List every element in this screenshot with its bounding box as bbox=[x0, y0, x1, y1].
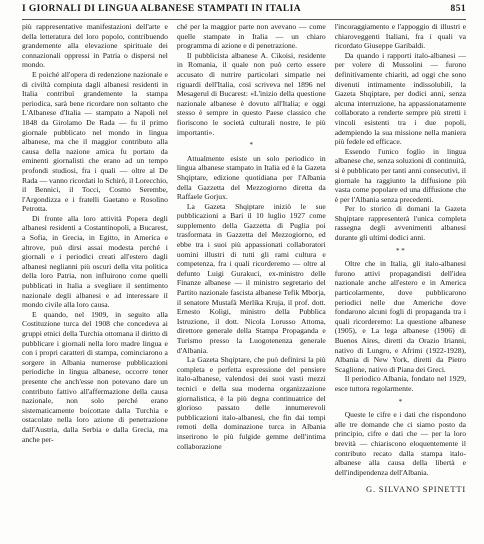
paragraph: Da quando i rapporti italo-albanesi — per volere di Mussolini — furono definitivamente chiariti, ad oggi che sono divenuti intimamente indissolubili, la Gazeta Shqiptare, per dodici anni, senza alcuna interruzione, ha appassionatamente collaborato a renderte sempre più stretti i vincoli esistenti tra i due popoli, adempiendo la sua missione nella maniera più fedele ed efficace. bbox=[334, 50, 466, 147]
paragraph: E poiché all'opera di redenzione nazionale e di civiltà compiuta dagli albanesi residenti in Italia contribuì grandemente la stampa periodica, sarà bene ricordare non soltanto che L'Albanese d'Italia — stampato a Napoli nel 1848 da Girolamo De Rada — fu il primo giornale pubblicato nel mondo in lingua albanese, ma che il maggior contributo alla causa della nazione amica fu portato da eminenti giornalisti che erano ad un tempo profondi studiosi, fra i quali — oltre al De Rada — vanno ricordati lo Schirò, il Lorecchio, il Bennici, il Tocci, Cosmo Serembe, l'Argondizza e i fratelli Gaetano e Rosolino Petrotta. bbox=[22, 69, 168, 214]
article-columns bbox=[22, 22, 466, 540]
section-separator: * bbox=[398, 397, 403, 406]
paragraph: Attualmente esiste un solo periodico in lingua albanese stampato in Italia ed è la Gazeta Shqiptare, edizione quotidiana per l'Albania della Gazzetta del Mezzogiorno diretta da Raffaele Gorjux. bbox=[176, 153, 326, 202]
section-separator: * bbox=[249, 141, 254, 150]
paragraph: ché per la maggior parte non avevano — come quelle stampate in Italia — un chiaro programma di azione e di penetrazione. bbox=[176, 22, 326, 51]
paragraph: Oltre che in Italia, gli italo-albanesi furono attivi propagandisti dell'idea nazionale anche all'estero e in America particolarmente, dove pubblicarono periodici nelle due Americhe dove fondarono alcuni fogli di propaganda tra i quali ricorderemo: La questione albanese (1905), e La lega albanese (1906) di Buenos Aires, diretti da Orazio Irianni, nativo di Lungro, e Afrimi (1922-1928), Albania di New York, diretti da Pietro Scaglione, nativo di Piana dei Greci. bbox=[334, 259, 466, 374]
section-separator: * * bbox=[395, 246, 405, 255]
paragraph: Il periodico Albania, fondato nel 1929, esce tuttora regolarmente. bbox=[334, 374, 466, 393]
header-rule bbox=[22, 19, 466, 20]
paragraph: l'incoraggiamento e l'appoggio di illustri e chiaroveggenti Italiani, fra i quali va ricordato Giuseppe Garibaldi. bbox=[334, 22, 466, 51]
paragraph: Queste le cifre e i dati che rispondono alle tre domande che ci siamo posto da principio, cifre e dati che — per la loro brevità — chiariscono eloquentemente il contributo recato dalla stampa italo-albanese alla causa della libertà e dell'indipendenza dell'Albania. bbox=[334, 410, 466, 477]
paragraph: E quando, nel 1909, in seguito alla Costituzione turca del 1908 che concedeva ai gruppi etnici della Turchia ottomana il diritto di pubblicare i giornali nella loro madre lingua e con i propri caratteri di stampa, cominciarono a sorgere in Albania numerose pubblicazioni periodiche in lingua albanese, occorre tener presente che anch'esse non potevano dare un contributo fattivo all'affermazione della causa nazionale, non solo perché erano sistematicamente boicottate dalla Turchia e ostacolate nella loro azione di penetrazione dall'Austria, dalla Serbia e dalla Grecia, ma anche per- bbox=[22, 309, 168, 444]
paragraph: Il pubblicista albanese A. Cikoisi, residente in Romania, il quale non può certo essere accusato di nutrire particolari simpatie nei riguardi dell'Italia, così scriveva nel 1896 nel Mesagerul di Bucarest: «L'inizio della questione nazionale albanese è dovuto all'Italia; e oggi stesso è sempre in questo Paese classico che fioriscono le società culturali nostre, le più importanti». bbox=[176, 50, 326, 137]
paragraph: Di fronte alla loro attività Popera degli albanesi residenti a Costantinopoli, a Bucarest, a Sofia, in Grecia, in Egitto, in America e altrove, può dirsi assai modesta perché i giornali e i periodici creati all'estero dagli albanesi neglianni più oscuri della vita politica della loro Patria, non influirono come quelli pubblicati in Italia a svegliare il sentimento nazionale degli albanesi e ad interessare il mondo civile alla loro causa. bbox=[22, 213, 168, 310]
page-number: 851 bbox=[450, 4, 466, 14]
author-signature: G. SILVANO SPINETTI bbox=[366, 484, 466, 495]
paragraph: La Gazeta Shqiptare iniziò le sue pubblicazioni a Bari il 10 luglio 1927 come supplemento della Gazzetta di Puglia poi trasformata in Gazzetta del Mezzogiorno, ed ebbe tra i suoi più appassionati collaboratori uomini illustri di tutti gli rami cultura e competenza, fra i quali ricorderemo — oltre al defunto Luigi Gurakuci, ex-ministro delle Finanze albanese — il ministro segretario del Partito nazionale fascista albanese Tefik Mborja, il senatore Mustafà Merlika Kruja, il prof. dott. Ernesto Koligi, ministro della Pubblica Istruzione, il dott. Nicola Lorusso Attoma, direttore generale della Stampa Propaganda e Turismo presso la Luogotenenza generale d'Albania. bbox=[176, 201, 326, 355]
column-3 bbox=[335, 22, 466, 540]
paragraph: Per lo storico di domani la Gazeta Shqiptare rappresenterà l'unica completa rassegna degli avvenimenti albanesi durante gli ultimi dodici anni. bbox=[334, 204, 466, 243]
section-title: I GIORNALI DI LINGUA ALBANESE STAMPATI IN ITALIA bbox=[22, 4, 302, 14]
paragraph: più rappresentative manifestazioni dell'arte e della letteratura del loro popolo, contribuendo grandemente alla elevazione spirituale dei connazionali oppressi in Patria o dispersi nel mondo. bbox=[22, 22, 168, 70]
column-1 bbox=[22, 22, 168, 540]
paragraph: Essendo l'unico foglio in lingua albanese che, senza soluzioni di continuità, si è pubblicato per tanti anni consecutivi, il giornale ha raggiunto la diffusione più vasta come popolare ed una diffusione che è per l'Albania senza precedenti. bbox=[334, 146, 466, 204]
running-head bbox=[22, 4, 466, 14]
paragraph: La Gazeta Shqiptare, che può definirsi la più completa e perfetta espressione del pensiere italo-albanese, valendosi dei suoi vasti mezzi tecnici e della sua moderna organizzazione giornalistica, è la più degna continuatrice del glorioso passato delle innumerevoli pubblicazioni italo-albanesi, che fin dai tempi remoti della dominazione turca in Albania inserirono le più fulgide gemme dell'intima collaborazione bbox=[176, 355, 326, 451]
column-2 bbox=[177, 22, 326, 540]
